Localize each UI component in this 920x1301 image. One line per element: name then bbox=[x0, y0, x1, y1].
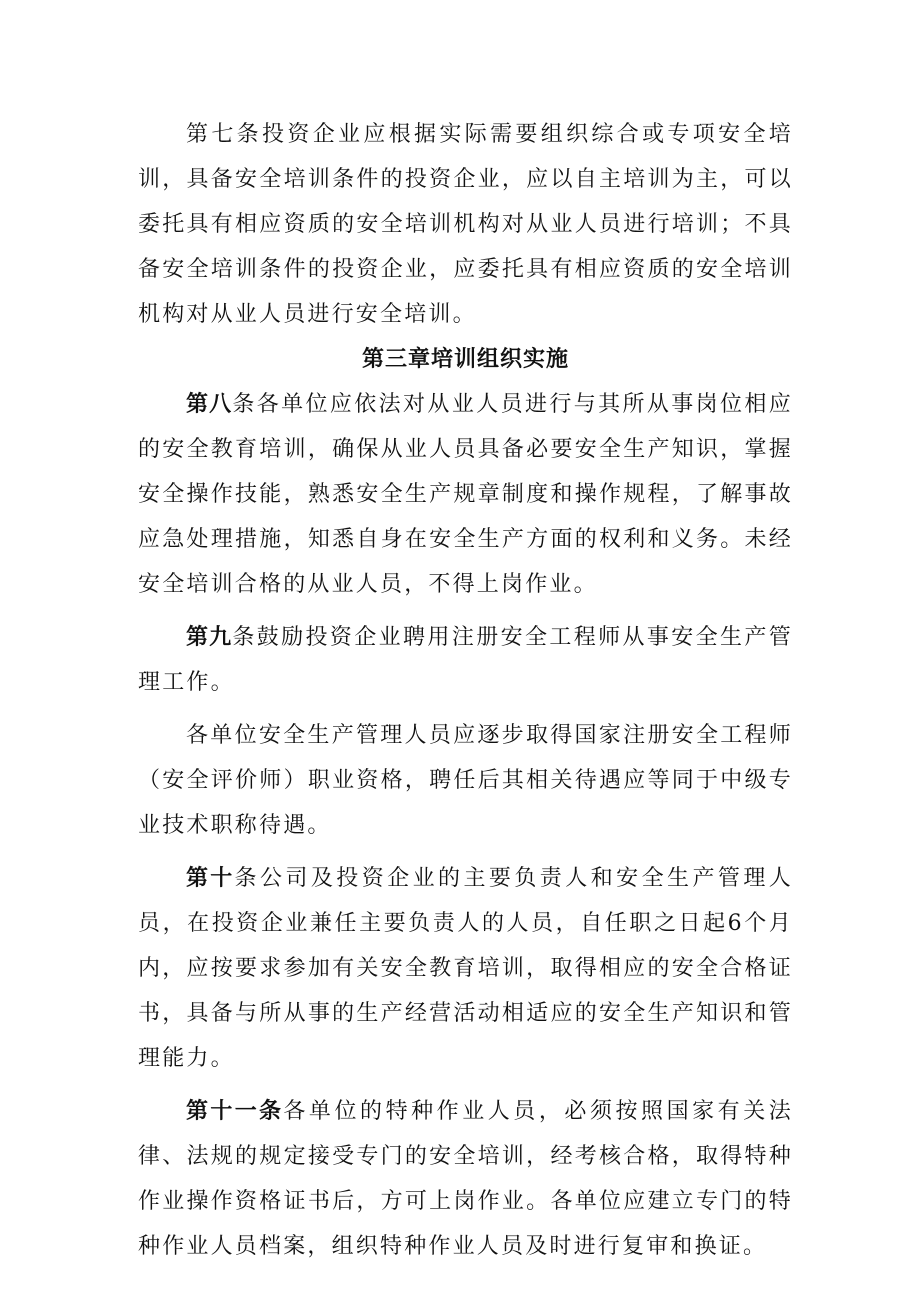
article-11-paragraph bbox=[138, 1089, 793, 1269]
chapter-3-heading: 第三章培训组织实施 bbox=[361, 347, 569, 372]
article-10-paragraph bbox=[138, 856, 793, 1081]
article-9-second-paragraph: 各单位安全生产管理人员应逐步取得国家注册安全工程师（安全评价师）职业资格，聘任后其相关待遇应等同于中级专业技术职称待遇。 bbox=[138, 723, 793, 838]
article-9-text: 条鼓励投资企业聘用注册安全工程师从事安全生产管理工作。 bbox=[138, 625, 793, 695]
article-9-number: 第九 bbox=[186, 625, 233, 650]
article-8-text: 条各单位应依法对从业人员进行与其所从事岗位相应的安全教育培训，确保从业人员具备必要安全生产知识，掌握安全操作技能，熟悉安全生产规章制度和操作规程，了解事故应急处理措施，知悉自身在安全生产方面的权利和义务。未经安全培训合格的从业人员，不得上岗作业。 bbox=[138, 392, 793, 597]
article-11-number: 第十一条 bbox=[186, 1099, 284, 1124]
article-11-text: 各单位的特种作业人员，必须按照国家有关法律、法规的规定接受专门的安全培训，经考核合格，取得特种作业操作资格证书后，方可上岗作业。各单位应建立专门的特种作业人员档案，组织特种作业人员及时进行复审和换证。 bbox=[138, 1099, 793, 1259]
document-body bbox=[138, 112, 793, 1269]
article-10-text: 条公司及投资企业的主要负责人和安全生产管理人员，在投资企业兼任主要负责人的人员，自任职之日起6个月内，应按要求参加有关安全教育培训，取得相应的安全合格证书，具备与所从事的生产经营活动相适应的安全生产知识和管理能力。 bbox=[138, 866, 793, 1071]
article-8-paragraph bbox=[138, 382, 793, 607]
article-10-number: 第十 bbox=[186, 866, 235, 891]
article-9-paragraph bbox=[138, 615, 793, 705]
article-8-number: 第八 bbox=[186, 392, 233, 417]
article-7-paragraph: 第七条投资企业应根据实际需要组织综合或专项安全培训，具备安全培训条件的投资企业，应以自主培训为主，可以委托具有相应资质的安全培训机构对从业人员进行培训；不具备安全培训条件的投资企业，应委托具有相应资质的安全培训机构对从业人员进行安全培训。 bbox=[138, 122, 793, 327]
